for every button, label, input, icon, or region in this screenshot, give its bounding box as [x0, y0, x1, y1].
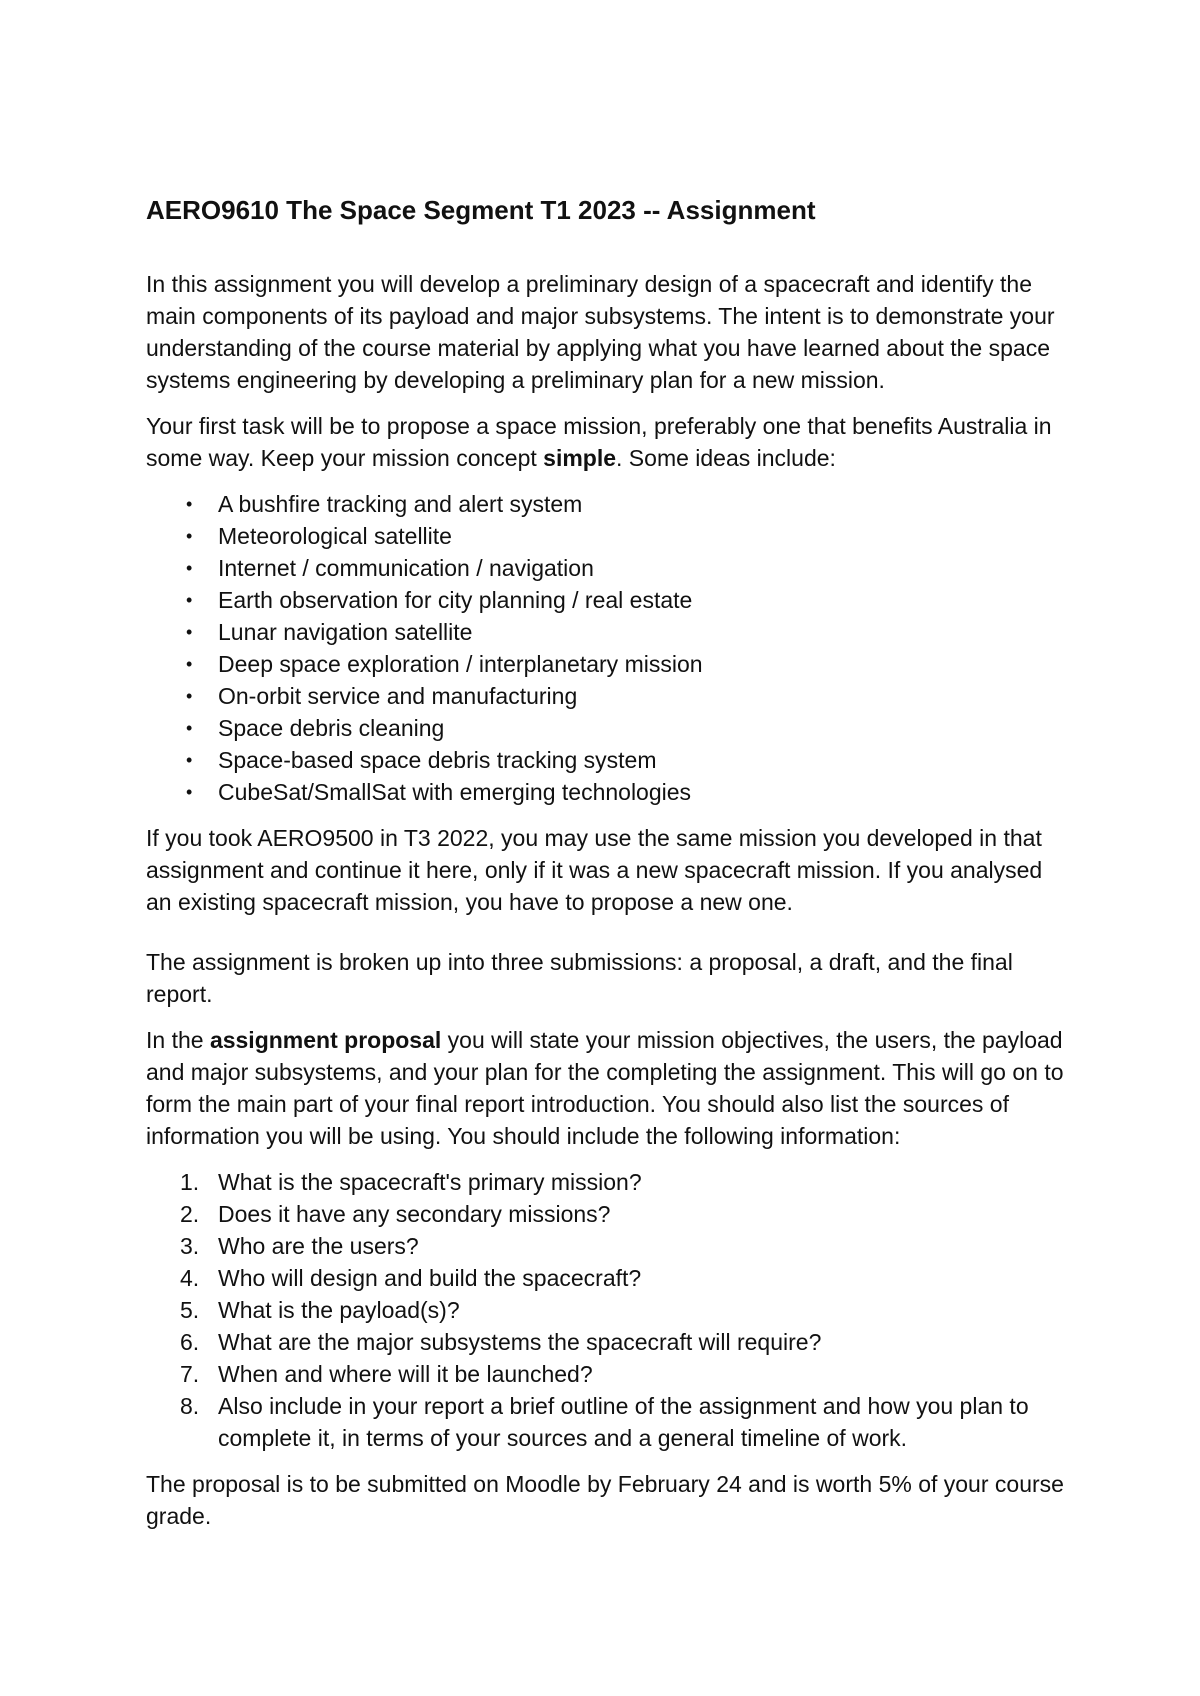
item-number: 1. — [180, 1169, 200, 1195]
task-text-after: . Some ideas include: — [616, 445, 836, 471]
idea-text: Earth observation for city planning / real estate — [218, 587, 693, 613]
question-text: Also include in your report a brief outline of the assignment and how you plan to complete it, in terms of your sources and a general timeline of work. — [218, 1393, 1029, 1451]
bullet-icon: • — [186, 686, 193, 706]
document-title: AERO9610 The Space Segment T1 2023 -- Assignment — [146, 195, 816, 225]
item-number: 3. — [180, 1233, 200, 1259]
bullet-icon: • — [186, 622, 193, 642]
list-item — [180, 1326, 1066, 1358]
item-number: 6. — [180, 1329, 200, 1355]
idea-text: CubeSat/SmallSat with emerging technologies — [218, 779, 692, 805]
proposal-text-bold: assignment proposal — [209, 1027, 442, 1053]
question-text: What is the spacecraft's primary mission? — [218, 1169, 642, 1195]
question-text: Does it have any secondary missions? — [218, 1201, 611, 1227]
idea-text: On-orbit service and manufacturing — [218, 683, 578, 709]
ideas-list — [146, 488, 1066, 808]
list-item — [180, 1390, 1066, 1454]
list-item — [180, 1166, 1066, 1198]
proposal-paragraph — [146, 1024, 1066, 1152]
list-item — [186, 744, 1066, 776]
bullet-icon: • — [186, 558, 193, 578]
proposal-text-after: you will state your mission objectives, the users, the payload and major subsystems, and your plan for the completing the assignment. This will go on to form the main part of your final report introduction. You should also list the sources of information you will be using. You should include the following information: — [146, 1027, 1064, 1149]
task-text-before: Your first task will be to propose a space mission, preferably one that benefits Australia in some way. Keep your mission concept — [146, 413, 1052, 471]
idea-text: Space debris cleaning — [218, 715, 445, 741]
list-item — [186, 680, 1066, 712]
idea-text: A bushfire tracking and alert system — [218, 491, 583, 517]
list-item — [186, 776, 1066, 808]
document-body — [146, 190, 1066, 1546]
bullet-icon: • — [186, 494, 193, 514]
list-item — [180, 1198, 1066, 1230]
list-item — [186, 584, 1066, 616]
list-item — [186, 648, 1066, 680]
bullet-icon: • — [186, 750, 193, 770]
bullet-icon: • — [186, 590, 193, 610]
submissions-paragraph: The assignment is broken up into three submissions: a proposal, a draft, and the final report. — [146, 949, 1013, 1007]
closing-paragraph: The proposal is to be submitted on Moodle by February 24 and is worth 5% of your course grade. — [146, 1471, 1064, 1529]
task-text-bold: simple — [543, 445, 617, 471]
proposal-text-before: In the — [146, 1027, 210, 1053]
idea-text: Lunar navigation satellite — [218, 619, 473, 645]
bullet-icon: • — [186, 718, 193, 738]
bullet-icon: • — [186, 654, 193, 674]
idea-text: Deep space exploration / interplanetary mission — [218, 651, 703, 677]
list-item — [180, 1262, 1066, 1294]
list-item — [180, 1230, 1066, 1262]
list-item — [186, 712, 1066, 744]
list-item — [186, 552, 1066, 584]
idea-text: Meteorological satellite — [218, 523, 452, 549]
item-number: 4. — [180, 1265, 200, 1291]
idea-text: Internet / communication / navigation — [218, 555, 594, 581]
questions-list — [146, 1166, 1066, 1454]
intro-paragraph: In this assignment you will develop a preliminary design of a spacecraft and identify the main components of its payload and major subsystems. The intent is to demonstrate your understanding of the course material by applying what you have learned about the space systems engineering by developing a preliminary plan for a new mission. — [146, 271, 1055, 393]
item-number: 2. — [180, 1201, 200, 1227]
question-text: What is the payload(s)? — [218, 1297, 460, 1323]
prior-course-paragraph: If you took AERO9500 in T3 2022, you may use the same mission you developed in that assignment and continue it here, only if it was a new spacecraft mission. If you analysed an existing spacecraft mission, you have to propose a new one. — [146, 825, 1043, 915]
list-item — [180, 1358, 1066, 1390]
idea-text: Space-based space debris tracking system — [218, 747, 657, 773]
list-item — [186, 520, 1066, 552]
task-paragraph — [146, 410, 1066, 474]
item-number: 5. — [180, 1297, 200, 1323]
question-text: Who are the users? — [218, 1233, 419, 1259]
question-text: Who will design and build the spacecraft? — [218, 1265, 642, 1291]
bullet-icon: • — [186, 526, 193, 546]
question-text: What are the major subsystems the spacecraft will require? — [218, 1329, 822, 1355]
list-item — [180, 1294, 1066, 1326]
item-number: 7. — [180, 1361, 200, 1387]
item-number: 8. — [180, 1393, 200, 1419]
bullet-icon: • — [186, 782, 193, 802]
question-text: When and where will it be launched? — [218, 1361, 593, 1387]
list-item — [186, 616, 1066, 648]
list-item — [186, 488, 1066, 520]
